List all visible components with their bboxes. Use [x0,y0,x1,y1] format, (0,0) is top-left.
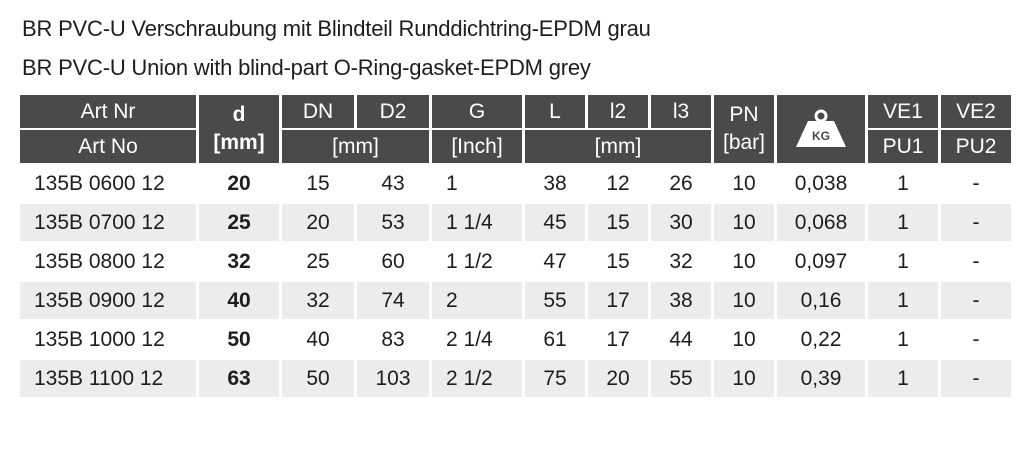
cell-l3: 30 [651,204,711,241]
cell-l2: 15 [606,249,630,273]
cell-dn: 40 [306,327,330,351]
cell-ve1: 1 [868,360,938,397]
cell-l: 47 [543,249,567,273]
cell-l: 75 [525,360,585,397]
title-german: BR PVC-U Verschraubung mit Blindteil Runddichtring-EPDM grau [22,16,651,41]
header-pn-unit: [bar] [722,131,766,154]
cell-d2: 83 [381,327,405,351]
cell-art-no: 135B 0600 12 [34,171,165,195]
table-row [20,360,1011,397]
cell-ve2: - [972,327,980,351]
cell-art-no: 135B 0700 12 [20,204,196,241]
cell-weight: 0,39 [777,360,865,397]
cell-d2: 103 [357,360,429,397]
table-row [20,165,1011,202]
header-art-nr: Art Nr [20,95,196,128]
header-pu2: PU2 [941,130,1011,163]
cell-g: 2 [432,282,522,319]
header-row-1 [20,95,1011,128]
cell-art-no: 135B 0900 12 [20,282,196,319]
header-l2: l2 [588,95,648,128]
header-d-label: d [232,103,246,126]
header-mm-unit-1: [mm] [282,130,429,163]
weight-icon [792,109,850,149]
cell-d: 25 [199,204,279,241]
cell-weight: 0,038 [794,171,848,195]
cell-l2: 12 [606,171,630,195]
cell-ve1: 1 [868,204,938,241]
cell-g: 1 1/4 [432,204,522,241]
cell-l: 38 [543,171,567,195]
cell-dn: 15 [306,171,330,195]
cell-l3: 38 [651,282,711,319]
cell-ve2: - [941,204,1011,241]
cell-g: 1 1/2 [446,249,493,273]
header-pn [714,95,774,163]
cell-pn: 10 [714,360,774,397]
header-d [199,95,279,163]
cell-l: 55 [525,282,585,319]
cell-g: 2 1/2 [432,360,522,397]
cell-pn: 10 [732,171,756,195]
cell-l3: 26 [669,171,693,195]
cell-weight: 0,22 [800,327,842,351]
cell-l3: 44 [669,327,693,351]
cell-pn: 10 [714,282,774,319]
header-mm-unit-2: [mm] [525,130,711,163]
cell-l3: 32 [669,249,693,273]
cell-d: 32 [227,249,251,273]
header-inch-unit: [Inch] [432,130,522,163]
table-row [20,204,1011,241]
cell-ve2: - [972,171,980,195]
table-row [20,243,1011,280]
cell-ve2: - [972,249,980,273]
weight-icon-label: KG [812,129,830,143]
cell-ve1: 1 [868,282,938,319]
cell-pn: 10 [732,249,756,273]
cell-pn: 10 [714,204,774,241]
cell-art-no: 135B 0800 12 [34,249,165,273]
cell-weight: 0,068 [777,204,865,241]
cell-ve2: - [941,282,1011,319]
cell-ve2: - [941,360,1011,397]
header-l3: l3 [651,95,711,128]
cell-l3: 55 [651,360,711,397]
cell-d: 63 [199,360,279,397]
cell-d: 20 [227,171,251,195]
cell-art-no: 135B 1000 12 [34,327,165,351]
cell-weight: 0,16 [777,282,865,319]
header-d2: D2 [357,95,429,128]
cell-l2: 15 [588,204,648,241]
title-english: BR PVC-U Union with blind-part O-Ring-gasket-EPDM grey [22,55,591,80]
header-ve2: VE2 [941,95,1011,128]
cell-dn: 50 [282,360,354,397]
table-row [20,321,1011,358]
header-l: L [525,95,585,128]
cell-ve1: 1 [897,327,909,351]
cell-pn: 10 [732,327,756,351]
cell-l: 45 [525,204,585,241]
table-body [20,165,1011,397]
cell-dn: 25 [306,249,330,273]
table-row [20,282,1011,319]
header-ve1: VE1 [868,95,938,128]
cell-d2: 43 [381,171,405,195]
cell-g: 2 1/4 [446,327,493,351]
cell-l: 61 [543,327,567,351]
cell-ve1: 1 [897,171,909,195]
cell-l2: 17 [588,282,648,319]
cell-art-no: 135B 1100 12 [20,360,196,397]
cell-weight: 0,097 [794,249,848,273]
header-kg [777,95,865,163]
header-g: G [432,95,522,128]
header-dn: DN [282,95,354,128]
cell-g: 1 [446,171,458,195]
cell-d2: 74 [357,282,429,319]
cell-d: 40 [199,282,279,319]
cell-d: 50 [227,327,251,351]
cell-d2: 60 [381,249,405,273]
cell-dn: 32 [282,282,354,319]
header-pu1: PU1 [868,130,938,163]
header-art-no: Art No [20,130,196,163]
cell-l2: 17 [606,327,630,351]
header-d-unit: [mm] [213,131,265,154]
cell-d2: 53 [357,204,429,241]
header-pn-label: PN [729,103,759,126]
cell-l2: 20 [588,360,648,397]
cell-dn: 20 [282,204,354,241]
cell-ve1: 1 [897,249,909,273]
spec-table [17,93,1014,399]
